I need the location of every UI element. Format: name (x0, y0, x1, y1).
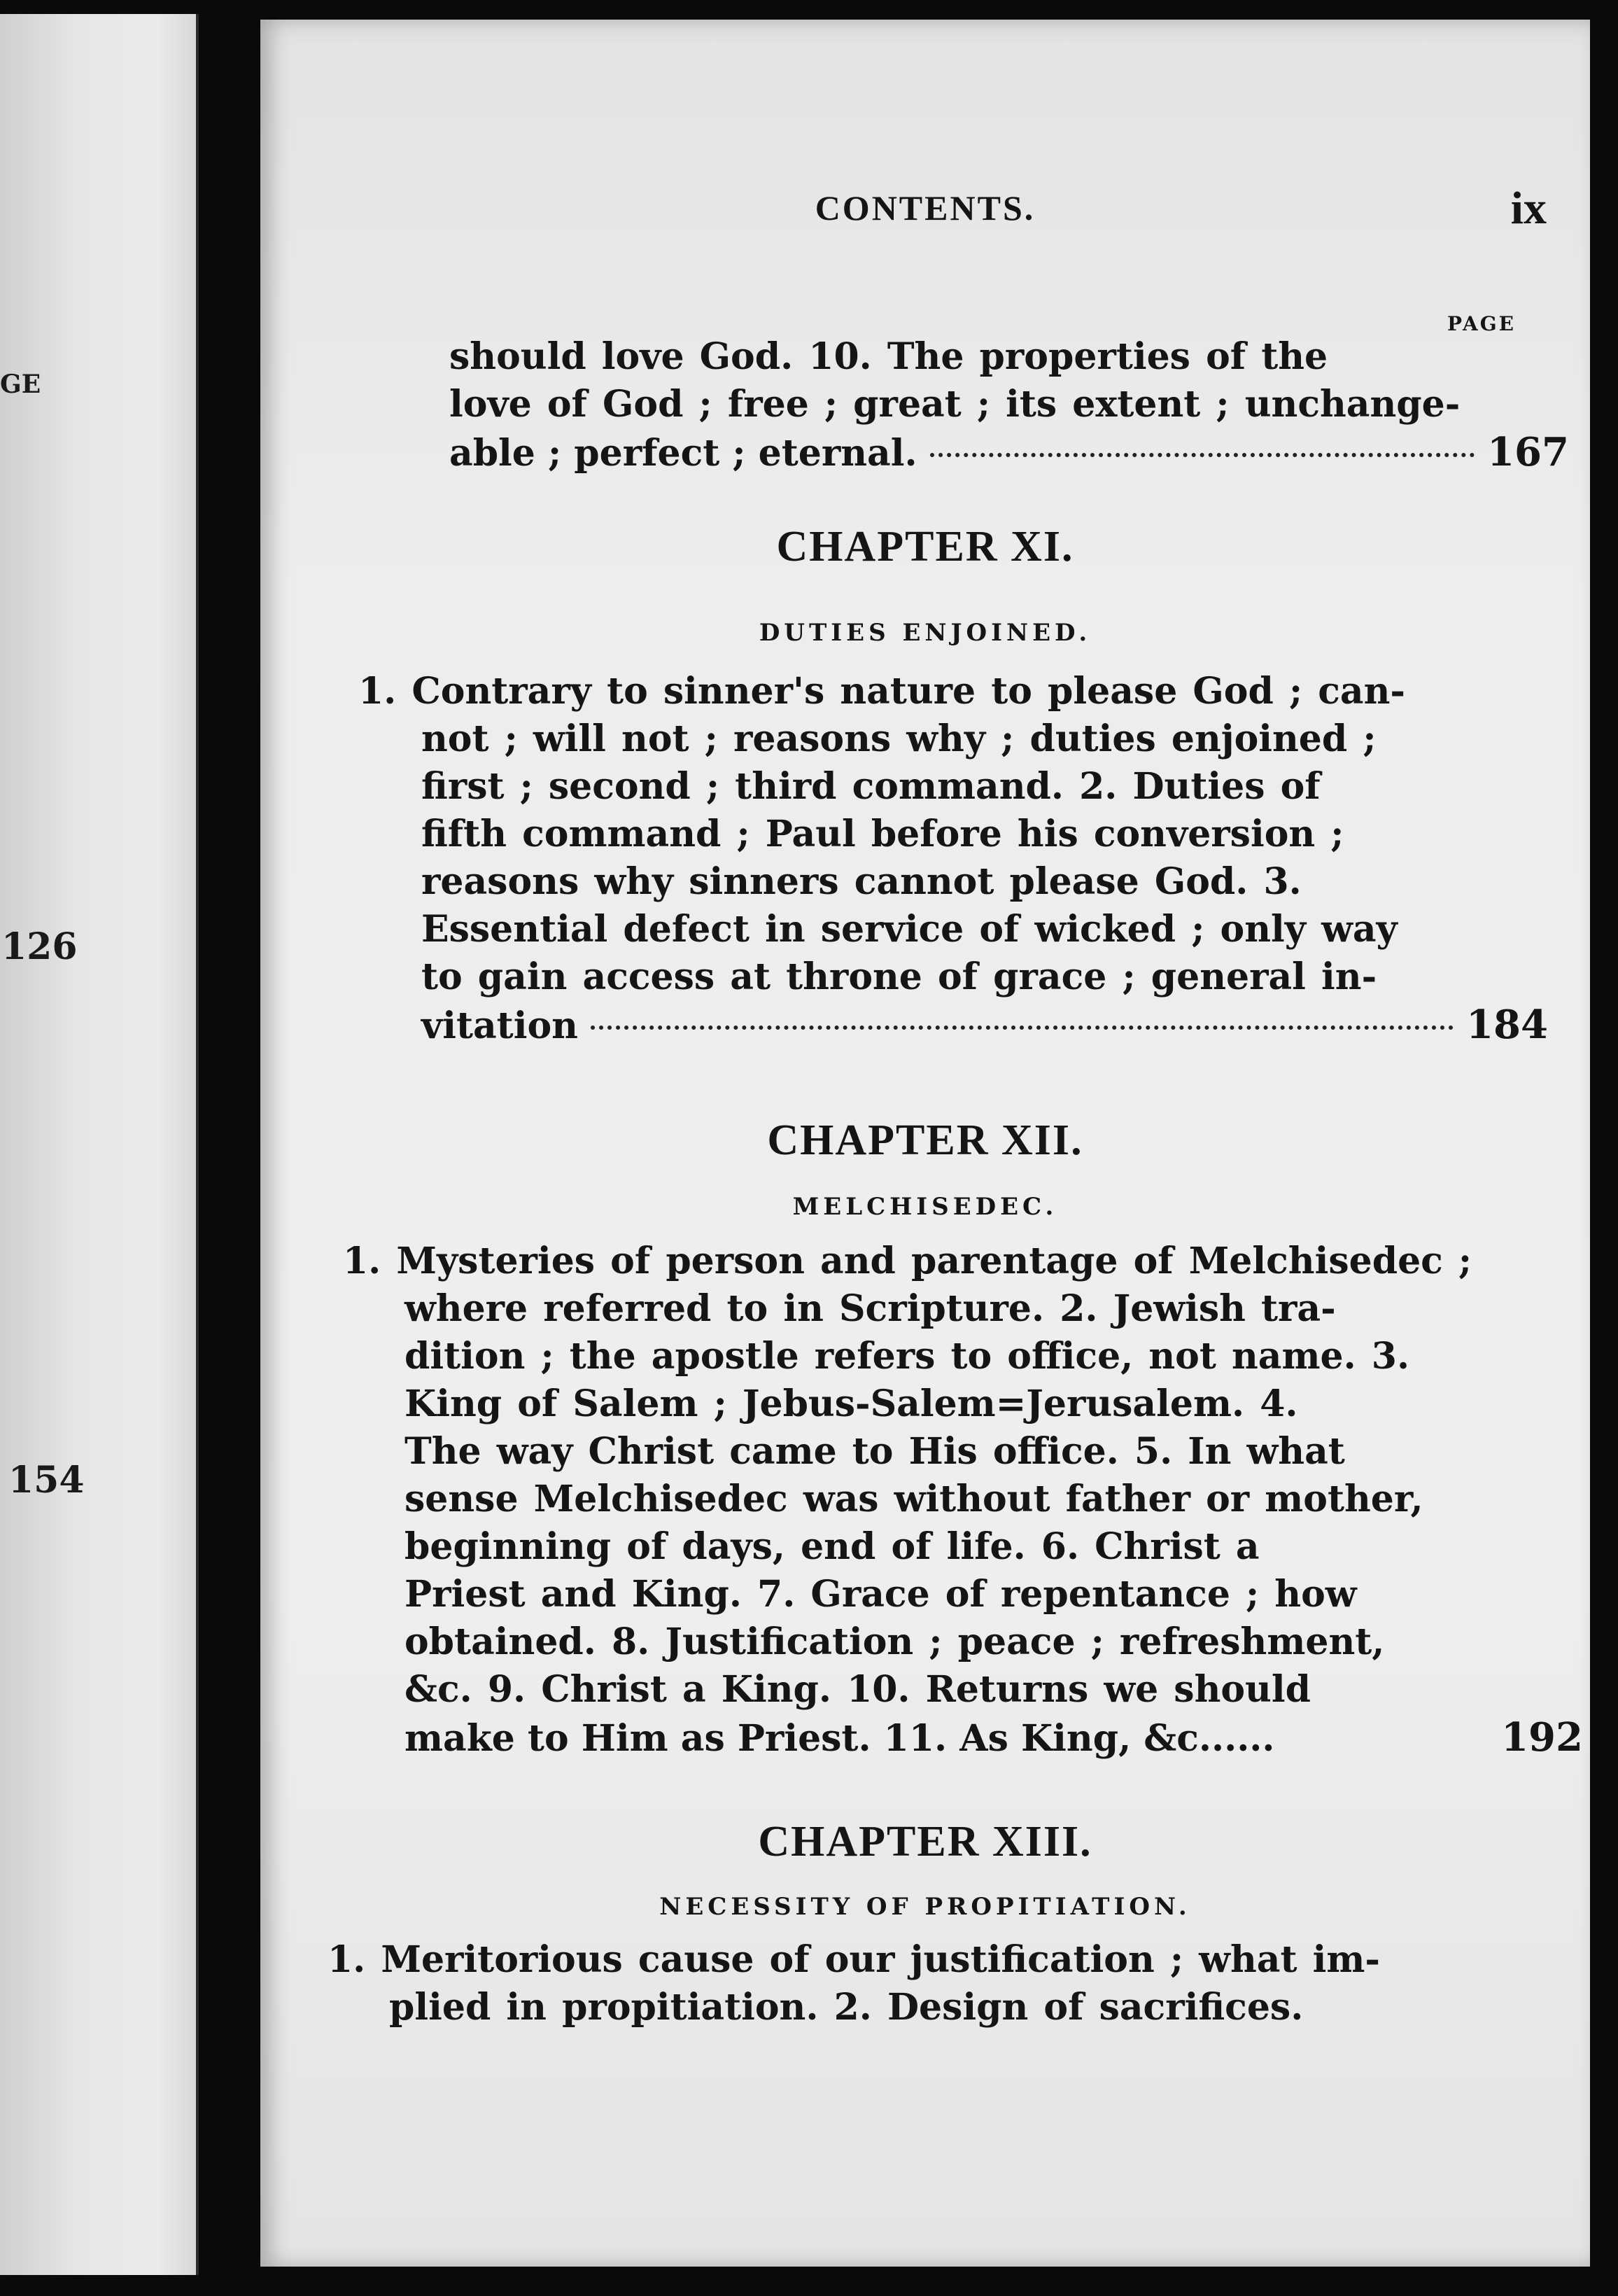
page-reference: 184 (1466, 1002, 1548, 1048)
chapter-entry (260, 1238, 1590, 1763)
entry-last-line (343, 1714, 1583, 1763)
entry-line: The way Christ came to His office. 5. In what (404, 1430, 1345, 1473)
continued-entry (260, 333, 1590, 477)
left-page-number: 126 (1, 925, 78, 968)
entry-line: plied in propitiation. 2. Design of sacrifices. (389, 1986, 1304, 2029)
dot-leader (1288, 1738, 1489, 1742)
entry-line: love of God ; free ; great ; its extent ; unchange- (449, 383, 1461, 426)
entry-line: King of Salem ; Jebus-Salem=Jerusalem. 4. (404, 1382, 1298, 1425)
entry-line: &c. 9. Christ a King. 10. Returns we should (404, 1668, 1311, 1711)
running-title: CONTENTS. (815, 188, 1036, 227)
entry-last-line (449, 428, 1569, 477)
chapter-subtitle: MELCHISEDEC. (792, 1193, 1058, 1221)
left-facing-page (0, 14, 199, 2275)
entry-last-line (358, 1001, 1548, 1050)
entry-line: where referred to in Scripture. 2. Jewish tra- (404, 1287, 1336, 1330)
entry-line: 1. Meritorious cause of our justification ; what im- (328, 1938, 1380, 1981)
contents-page (260, 20, 1590, 2267)
page-column-label: PAGE (1447, 312, 1516, 335)
chapter-title: CHAPTER XIII. (758, 1818, 1092, 1865)
entry-line: Priest and King. 7. Grace of repentance ; how (404, 1573, 1357, 1616)
entry-line: first ; second ; third command. 2. Duties of (421, 765, 1321, 808)
entry-line: sense Melchisedec was without father or mother, (404, 1478, 1423, 1520)
entry-line: obtained. 8. Justification ; peace ; refreshment, (404, 1620, 1385, 1663)
dot-leader (591, 1026, 1454, 1030)
entry-line: vitation (421, 1004, 578, 1047)
chapter-entry (260, 668, 1590, 1050)
entry-line: to gain access at throne of grace ; general in- (421, 955, 1377, 998)
chapter-subtitle: NECESSITY OF PROPITIATION. (659, 1893, 1191, 1921)
page-reference: 192 (1501, 1714, 1583, 1760)
left-page-fragment: GE (0, 370, 41, 399)
chapter-subtitle: DUTIES ENJOINED. (759, 619, 1092, 647)
entry-line: reasons why sinners cannot please God. 3. (421, 860, 1302, 903)
chapter-title: CHAPTER XI. (776, 523, 1074, 570)
entry-line: 1. Mysteries of person and parentage of Melchisedec ; (343, 1240, 1472, 1282)
chapter-entry (260, 1936, 1590, 2031)
entry-line: Essential defect in service of wicked ; only way (421, 908, 1398, 951)
dot-leader (930, 453, 1475, 457)
entry-line: 1. Contrary to sinner's nature to please God ; can- (358, 670, 1405, 713)
chapter-title: CHAPTER XII. (767, 1116, 1083, 1164)
entry-line: not ; will not ; reasons why ; duties enjoined ; (421, 718, 1377, 760)
entry-line: able ; perfect ; eternal. (449, 432, 917, 475)
folio: ix (1510, 183, 1547, 234)
left-page-number: 154 (8, 1459, 85, 1502)
page-reference: 167 (1487, 429, 1569, 475)
entry-line: should love God. 10. The properties of the (449, 335, 1328, 378)
entry-line: beginning of days, end of life. 6. Christ a (404, 1525, 1260, 1568)
entry-line: fifth command ; Paul before his conversion ; (421, 813, 1344, 855)
entry-line: make to Him as Priest. 11. As King, &c...... (404, 1717, 1275, 1760)
entry-line: dition ; the apostle refers to office, not name. 3. (404, 1335, 1410, 1378)
